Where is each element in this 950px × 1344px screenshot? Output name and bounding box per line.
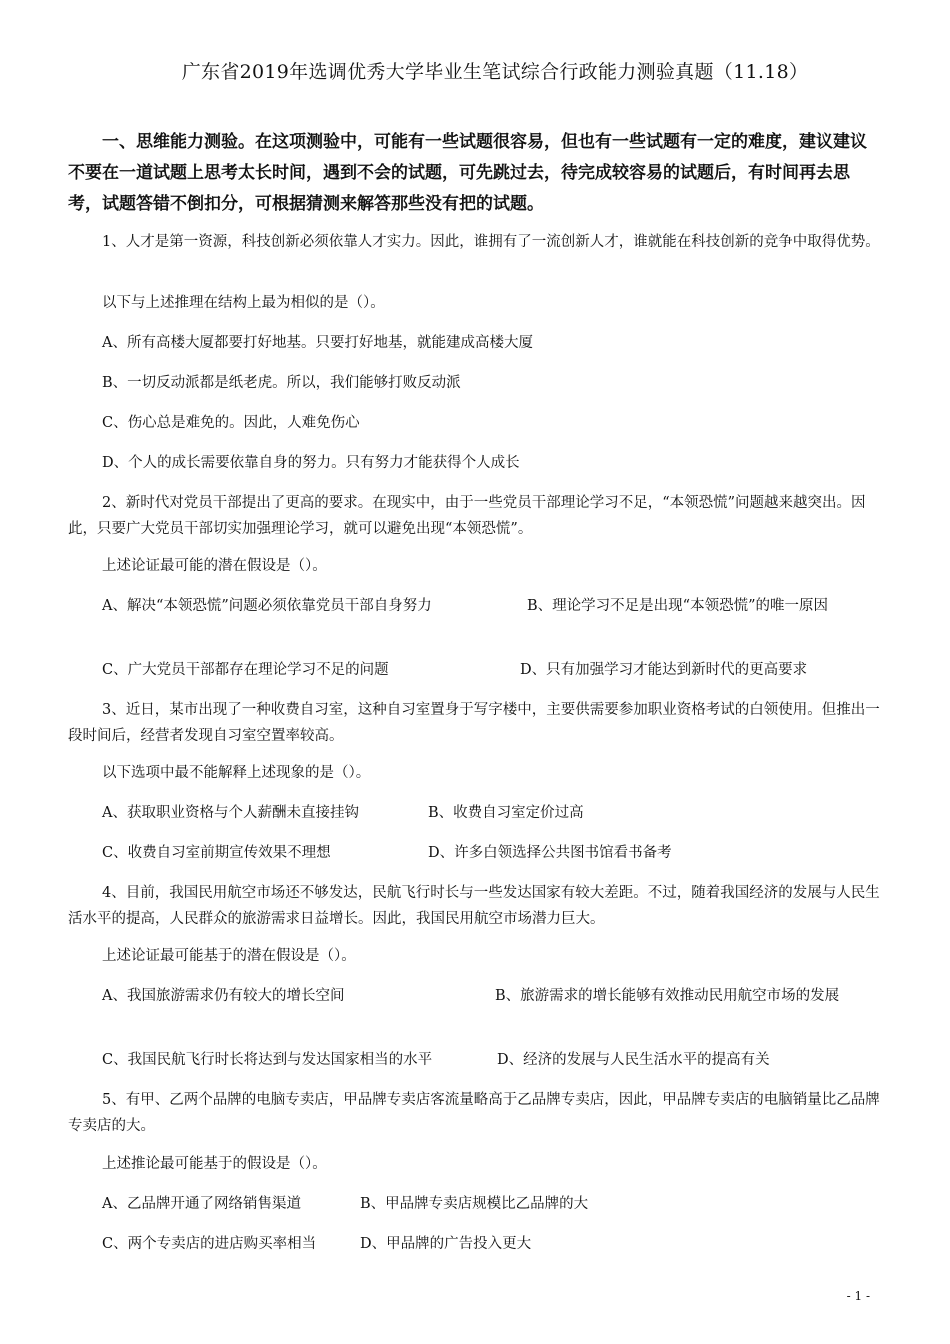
question-4-option-c: C、我国民航飞行时长将达到与发达国家相当的水平: [102, 1052, 433, 1068]
question-2-stem: 2、新时代对党员干部提出了更高的要求。在现实中，由于一些党员干部理论学习不足，“本领恐慌”问题越来越突出。因此，只要广大党员干部切实加强理论学习，就可以避免出现“本领恐慌”。: [68, 495, 866, 537]
question-2-option-a: A、解决“本领恐慌”问题必须依靠党员干部自身努力: [102, 598, 432, 614]
question-4-option-a: A、我国旅游需求仍有较大的增长空间: [102, 988, 345, 1004]
question-5-option-b: B、甲品牌专卖店规模比乙品牌的大: [360, 1196, 589, 1212]
question-1-stem: 1、人才是第一资源，科技创新必须依靠人才实力。因此，谁拥有了一流创新人才，谁就能在科技创新的竞争中取得优势。: [102, 234, 880, 250]
question-3-option-d: D、许多白领选择公共图书馆看书备考: [428, 845, 672, 861]
question-2-prompt: 上述论证最可能的潜在假设是（）。: [102, 558, 327, 574]
question-5-option-c: C、两个专卖店的进店购买率相当: [102, 1236, 317, 1252]
section-intro-text: 一、思维能力测验。在这项测验中，可能有一些试题很容易，但也有一些试题有一定的难度，建议建议不要在一道试题上思考太长时间，遇到不会的试题，可先跳过去，待完成较容易的试题后，有时间再去思考，试题答错不倒扣分，可根据猜测来解答那些没有把的试题。: [68, 132, 867, 214]
question-2-option-b: B、理论学习不足是出现“本领恐慌”的唯一原因: [527, 598, 828, 614]
question-5-prompt: 上述推论最可能基于的假设是（）。: [102, 1156, 327, 1172]
question-4-option-d: D、经济的发展与人民生活水平的提高有关: [497, 1052, 770, 1068]
question-3-option-c: C、收费自习室前期宣传效果不理想: [102, 845, 331, 861]
question-3-prompt: 以下选项中最不能解释上述现象的是（）。: [102, 765, 371, 781]
question-3-stem: 3、近日，某市出现了一种收费自习室，这种自习室置身于写字楼中，主要供需要参加职业资格考试的白领使用。但推出一段时间后，经营者发现自习室空置率较高。: [68, 702, 880, 744]
question-3-option-b: B、收费自习室定价过高: [428, 805, 584, 821]
question-4-stem: 4、目前，我国民用航空市场还不够发达，民航飞行时长与一些发达国家有较大差距。不过，随着我国经济的发展与人民生活水平的提高，人民群众的旅游需求日益增长。因此，我国民用航空市场潜力巨大。: [68, 885, 880, 927]
question-3-option-a: A、获取职业资格与个人薪酬未直接挂钩: [102, 805, 359, 821]
question-5-option-a: A、乙品牌开通了网络销售渠道: [102, 1196, 301, 1212]
document-title: 广东省2019年选调优秀大学毕业生笔试综合行政能力测验真题（11.18）: [181, 61, 809, 83]
question-1-option-b: B、一切反动派都是纸老虎。所以，我们能够打败反动派: [102, 375, 461, 391]
page-number: - 1 -: [846, 1289, 870, 1303]
question-1-option-c: C、伤心总是难免的。因此，人难免伤心: [102, 415, 360, 431]
question-5-option-d: D、甲品牌的广告投入更大: [360, 1236, 532, 1252]
question-2-option-d: D、只有加强学习才能达到新时代的更高要求: [520, 662, 808, 678]
question-1-option-d: D、个人的成长需要依靠自身的努力。只有努力才能获得个人成长: [102, 455, 520, 471]
question-1-prompt: 以下与上述推理在结构上最为相似的是（）。: [102, 295, 385, 311]
section-intro: [68, 127, 882, 220]
question-5-stem: 5、有甲、乙两个品牌的电脑专卖店，甲品牌专卖店客流量略高于乙品牌专卖店，因此，甲品牌专卖店的电脑销量比乙品牌专卖店的大。: [68, 1092, 880, 1134]
question-4-prompt: 上述论证最可能基于的潜在假设是（）。: [102, 948, 356, 964]
question-1-option-a: A、所有高楼大厦都要打好地基。只要打好地基，就能建成高楼大厦: [102, 335, 533, 351]
question-4-option-b: B、旅游需求的增长能够有效推动民用航空市场的发展: [495, 988, 840, 1004]
question-2-option-c: C、广大党员干部都存在理论学习不足的问题: [102, 662, 389, 678]
